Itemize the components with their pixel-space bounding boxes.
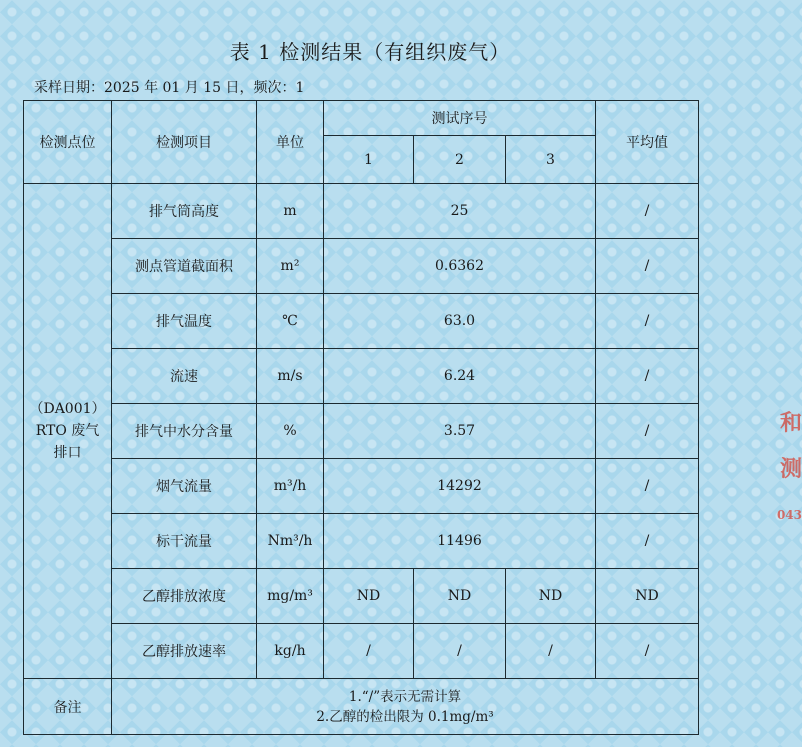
item-cell: 排气筒高度 bbox=[112, 184, 257, 239]
value-cell-3: / bbox=[506, 624, 596, 679]
table-row bbox=[24, 404, 699, 459]
remark-note: 2.乙醇的检出限为 0.1mg/m³ bbox=[316, 708, 494, 725]
average-cell: / bbox=[596, 404, 699, 459]
seal-char: 测 bbox=[779, 456, 802, 482]
unit-cell: ℃ bbox=[257, 294, 324, 349]
table-title: 表 1 检测结果（有组织废气） bbox=[229, 40, 511, 64]
header-seq-2: 2 bbox=[414, 136, 506, 184]
value-cell: 11496 bbox=[324, 514, 596, 569]
header-location: 检测点位 bbox=[24, 101, 112, 184]
average-cell: ND bbox=[596, 569, 699, 624]
unit-cell: m bbox=[257, 184, 324, 239]
unit-cell: m³/h bbox=[257, 459, 324, 514]
table-row bbox=[24, 239, 699, 294]
average-cell: / bbox=[596, 514, 699, 569]
results-table bbox=[23, 100, 699, 735]
header-test-seq: 测试序号 bbox=[324, 101, 596, 136]
table-row bbox=[24, 349, 699, 404]
table-row bbox=[24, 514, 699, 569]
value-cell: 25 bbox=[324, 184, 596, 239]
table-row bbox=[24, 294, 699, 349]
average-cell: / bbox=[596, 184, 699, 239]
official-seal-fragment bbox=[768, 400, 802, 570]
value-cell-1: ND bbox=[324, 569, 414, 624]
unit-cell: mg/m³ bbox=[257, 569, 324, 624]
value-cell: 0.6362 bbox=[324, 239, 596, 294]
item-cell: 乙醇排放浓度 bbox=[112, 569, 257, 624]
table-row bbox=[24, 624, 699, 679]
unit-cell: kg/h bbox=[257, 624, 324, 679]
unit-cell: % bbox=[257, 404, 324, 459]
value-cell: 14292 bbox=[324, 459, 596, 514]
value-cell-1: / bbox=[324, 624, 414, 679]
remark-note: 1.“/”表示无需计算 bbox=[348, 688, 462, 705]
seal-char: 043 bbox=[776, 508, 802, 522]
average-cell: / bbox=[596, 349, 699, 404]
header-average: 平均值 bbox=[596, 101, 699, 184]
value-cell: 3.57 bbox=[324, 404, 596, 459]
item-cell: 排气中水分含量 bbox=[112, 404, 257, 459]
header-unit: 单位 bbox=[257, 101, 324, 184]
item-cell: 标干流量 bbox=[112, 514, 257, 569]
item-cell: 流速 bbox=[112, 349, 257, 404]
item-cell: 乙醇排放速率 bbox=[112, 624, 257, 679]
table-row bbox=[24, 184, 699, 239]
unit-cell: m² bbox=[257, 239, 324, 294]
location-line: （DA001） bbox=[29, 401, 106, 417]
unit-cell: m/s bbox=[257, 349, 324, 404]
item-cell: 测点管道截面积 bbox=[112, 239, 257, 294]
item-cell: 烟气流量 bbox=[112, 459, 257, 514]
location-line: 排口 bbox=[53, 445, 82, 461]
location-line: RTO 废气 bbox=[35, 423, 100, 439]
value-cell-3: ND bbox=[506, 569, 596, 624]
unit-cell: Nm³/h bbox=[257, 514, 324, 569]
header-seq-1: 1 bbox=[324, 136, 414, 184]
remark-label: 备注 bbox=[24, 679, 112, 735]
table-row bbox=[24, 459, 699, 514]
header-item: 检测项目 bbox=[112, 101, 257, 184]
seal-char: 和 bbox=[779, 410, 802, 436]
average-cell: / bbox=[596, 239, 699, 294]
value-cell: 63.0 bbox=[324, 294, 596, 349]
sampling-info: 采样日期：2025 年 01 月 15 日，频次：1 bbox=[34, 80, 305, 96]
average-cell: / bbox=[596, 294, 699, 349]
average-cell: / bbox=[596, 624, 699, 679]
average-cell: / bbox=[596, 459, 699, 514]
remark-row bbox=[24, 679, 699, 735]
item-cell: 排气温度 bbox=[112, 294, 257, 349]
value-cell-2: ND bbox=[414, 569, 506, 624]
header-seq-3: 3 bbox=[506, 136, 596, 184]
value-cell-2: / bbox=[414, 624, 506, 679]
table-row bbox=[24, 569, 699, 624]
location-cell bbox=[24, 184, 112, 679]
value-cell: 6.24 bbox=[324, 349, 596, 404]
remark-notes bbox=[112, 679, 699, 735]
